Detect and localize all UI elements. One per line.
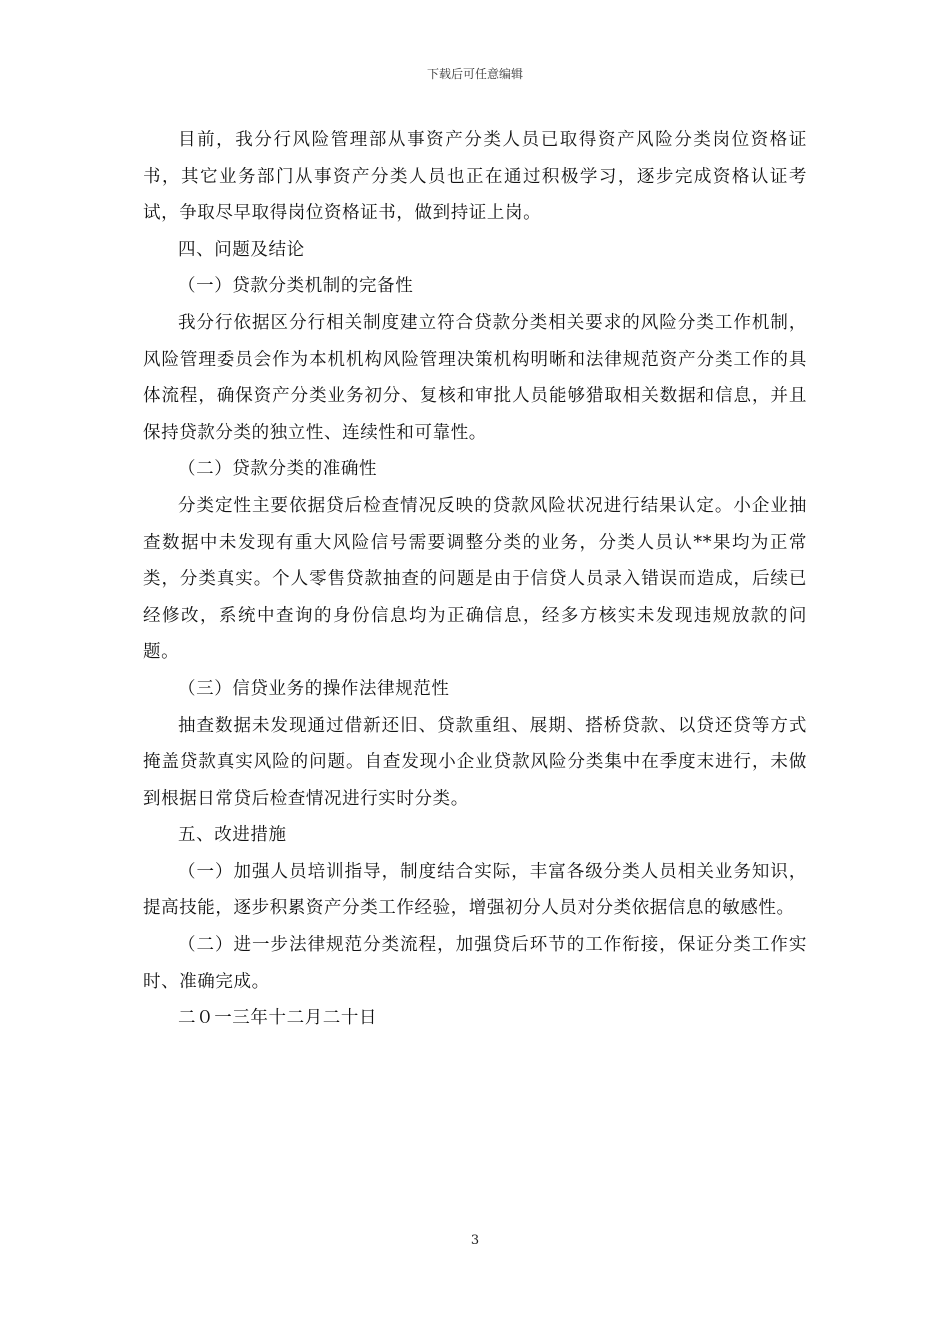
page-header-note: 下载后可任意编辑	[426, 67, 523, 81]
subheading-classification-accuracy: （二）贷款分类的准确性	[178, 459, 378, 480]
paragraph-mechanism: 我分行依据区分行相关制度建立符合贷款分类相关要求的风险分类工作机制，风险管理委员会作为本机机构风险管理决策机构明晰和法律规范资产分类工作的具体流程，确保资产分类业务初分、复核和审批人员能够猎取相关数据和信息，并且保持贷款分类的独立性、连续性和可靠性。	[143, 312, 807, 443]
section-heading-improvements: 五、改进措施	[178, 825, 287, 846]
paragraph-qualification-status: 目前，我分行风险管理部从事资产分类人员已取得资产风险分类岗位资格证书，其它业务部门从事资产分类人员也正在通过积极学习，逐步完成资格认证考试，争取尽早取得岗位资格证书，做到持证上岗。	[143, 130, 807, 224]
document-date: 二０一三年十二月二十日	[178, 1008, 378, 1029]
paragraph-improvement-process: （二）进一步法律规范分类流程，加强贷后环节的工作衔接，保证分类工作实时、准确完成。	[143, 935, 807, 992]
document-body	[143, 122, 807, 1037]
paragraph-improvement-training: （一）加强人员培训指导，制度结合实际，丰富各级分类人员相关业务知识，提高技能，逐步积累资产分类工作经验，增强初分人员对分类依据信息的敏感性。	[143, 861, 807, 919]
paragraph-accuracy: 分类定性主要依据贷后检查情况反映的贷款风险状况进行结果认定。小企业抽查数据中未发现有重大风险信号需要调整分类的业务，分类人员认**果均为正常类，分类真实。个人零售贷款抽查的问题是由于信贷人员录入错误而造成，后续已经修改，系统中查询的身份信息均为正确信息，经多方核实未发现违规放款的问题。	[143, 495, 807, 663]
section-heading-problems-conclusions: 四、问题及结论	[178, 239, 305, 260]
paragraph-compliance: 抽查数据未发现通过借新还旧、贷款重组、展期、搭桥贷款、以贷还贷等方式掩盖贷款真实风险的问题。自查发现小企业贷款风险分类集中在季度末进行，未做到根据日常贷后检查情况进行实时分类。	[143, 715, 807, 809]
page-number: 3	[470, 1233, 480, 1248]
subheading-operation-compliance: （三）信贷业务的操作法律规范性	[178, 678, 450, 699]
subheading-mechanism-completeness: （一）贷款分类机制的完备性	[178, 276, 414, 297]
